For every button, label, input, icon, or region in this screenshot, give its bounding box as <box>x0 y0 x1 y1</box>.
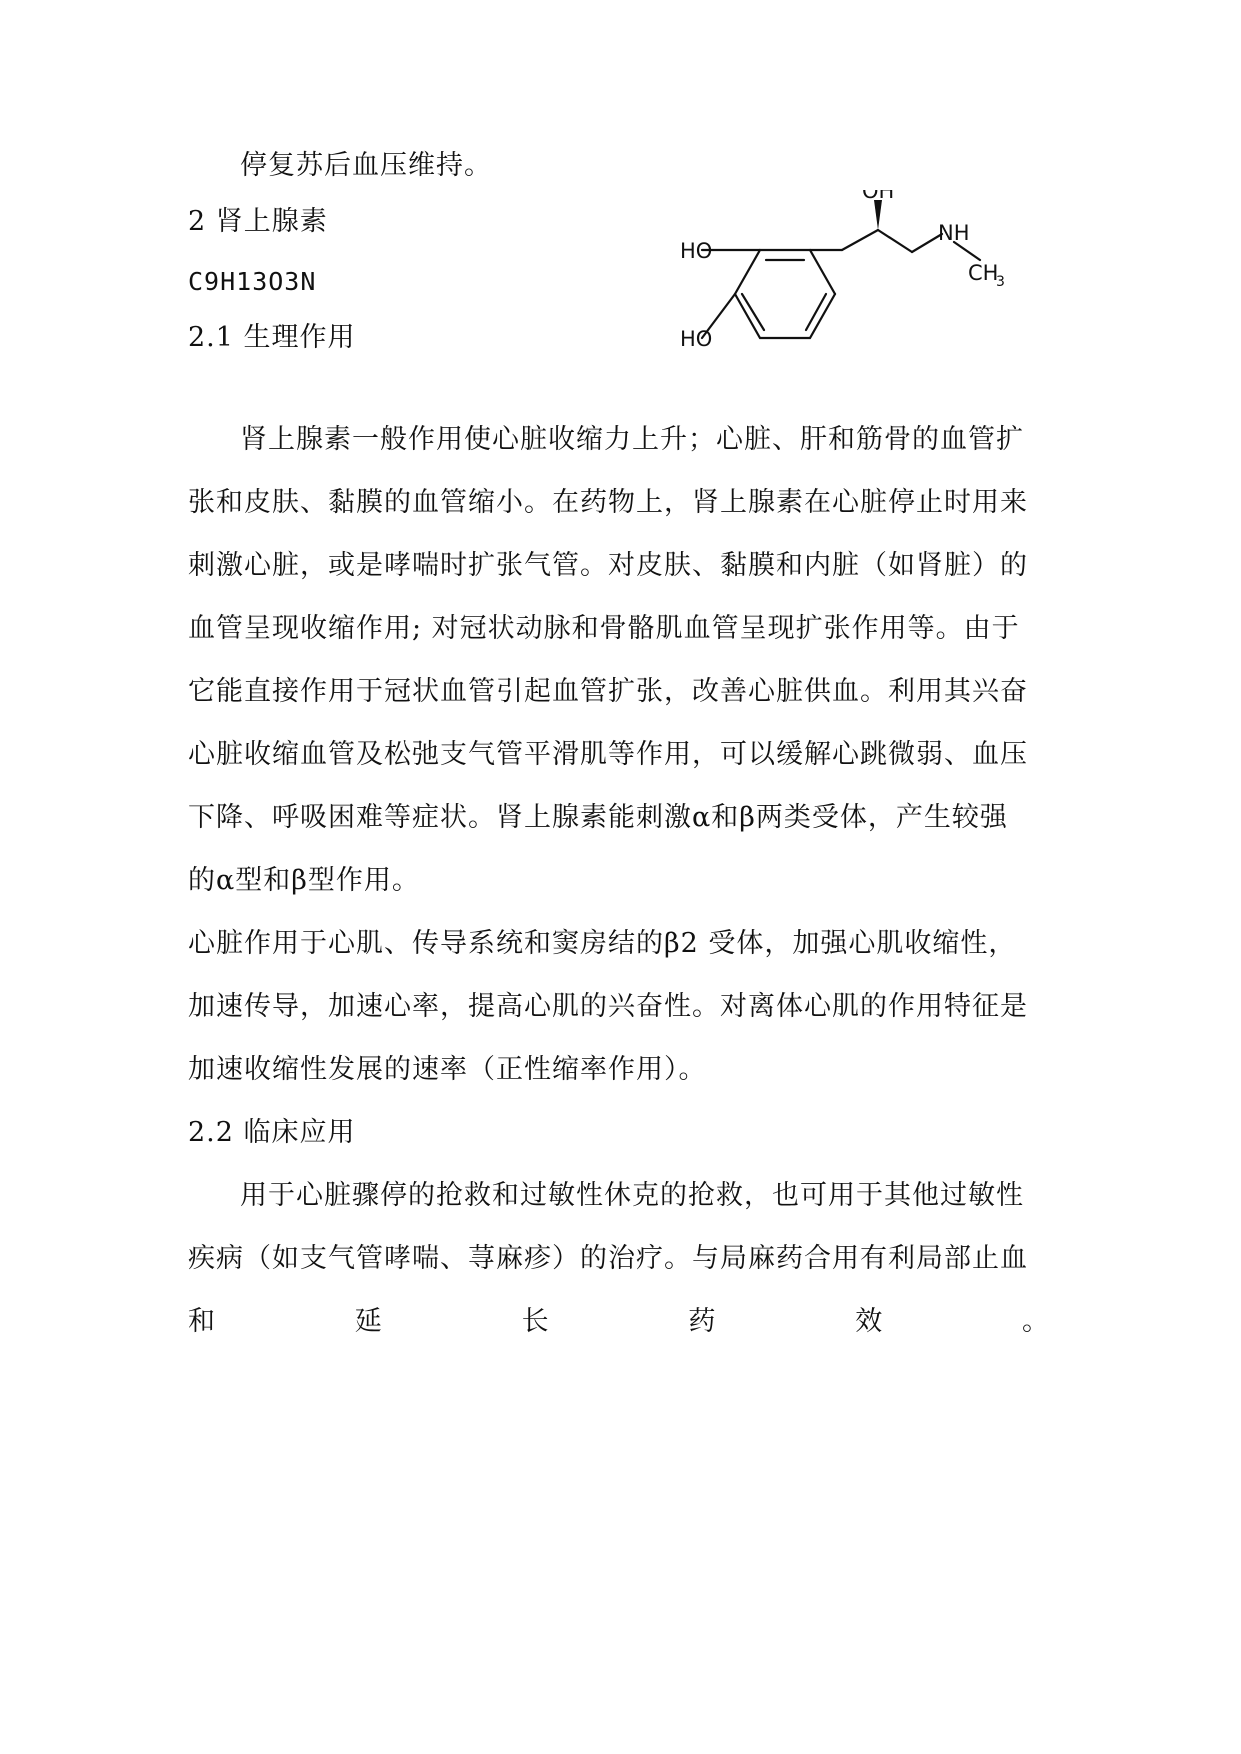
nh-label: NH <box>938 221 970 245</box>
paragraph-line: 血管呈现收缩作用; 对冠状动脉和骨骼肌血管呈现扩张作用等。由于 <box>188 613 1020 644</box>
section-heading: 2 肾上腺素 <box>188 206 328 237</box>
word: 长 <box>521 1306 550 1337</box>
word: 效 <box>855 1306 884 1337</box>
paragraph-line: 刺激心脏，或是哮喘时扩张气管。对皮肤、黏膜和内脏（如肾脏）的 <box>188 550 1028 581</box>
paragraph-line: 疾病（如支气管哮喘、荨麻疹）的治疗。与局麻药合用有利局部止血 <box>188 1243 1028 1274</box>
ch3-subscript: 3 <box>996 274 1005 290</box>
word: 。 <box>1021 1306 1050 1337</box>
epinephrine-structure <box>680 190 1020 390</box>
paragraph-line: 它能直接作用于冠状血管引起血管扩张，改善心脏供血。利用其兴奋 <box>188 676 1028 707</box>
paragraph-line: 加速收缩性发展的速率（正性缩率作用）。 <box>188 1054 707 1085</box>
ho-label-lower: HO <box>680 327 713 351</box>
paragraph-line: 的α型和β型作用。 <box>188 865 420 896</box>
text-line: 停复苏后血压维持。 <box>240 150 492 181</box>
word: 药 <box>688 1306 717 1337</box>
ho-label-upper: HO <box>680 239 713 263</box>
subsection-heading: 2.2 临床应用 <box>188 1117 356 1148</box>
paragraph-line: 肾上腺素一般作用使心脏收缩力上升；心脏、肝和筋骨的血管扩 <box>240 424 1024 455</box>
chemical-formula: C9H13O3N <box>188 267 317 296</box>
paragraph-line: 心脏作用于心肌、传导系统和窦房结的β2 受体，加强心肌收缩性， <box>188 928 1017 959</box>
paragraph-line: 下降、呼吸困难等症状。肾上腺素能刺激α和β两类受体，产生较强 <box>188 802 1008 833</box>
ch3-label: CH <box>968 261 999 285</box>
paragraph-line: 张和皮肤、黏膜的血管缩小。在药物上，肾上腺素在心脏停止时用来 <box>188 487 1028 518</box>
wedge-bond <box>874 200 882 230</box>
paragraph-line: 心脏收缩血管及松弛支气管平滑肌等作用，可以缓解心跳微弱、血压 <box>188 739 1028 770</box>
word: 和 <box>188 1306 216 1337</box>
word: 延 <box>354 1306 383 1337</box>
paragraph-line: 加速传导，加速心率，提高心肌的兴奋性。对离体心肌的作用特征是 <box>188 991 1028 1022</box>
benzene-ring <box>735 250 835 338</box>
subsection-heading: 2.1 生理作用 <box>188 322 356 353</box>
paragraph-line: 用于心脏骤停的抢救和过敏性休克的抢救，也可用于其他过敏性 <box>240 1180 1024 1211</box>
justified-last-line <box>188 1302 1050 1342</box>
oh-label: OH <box>862 190 895 203</box>
